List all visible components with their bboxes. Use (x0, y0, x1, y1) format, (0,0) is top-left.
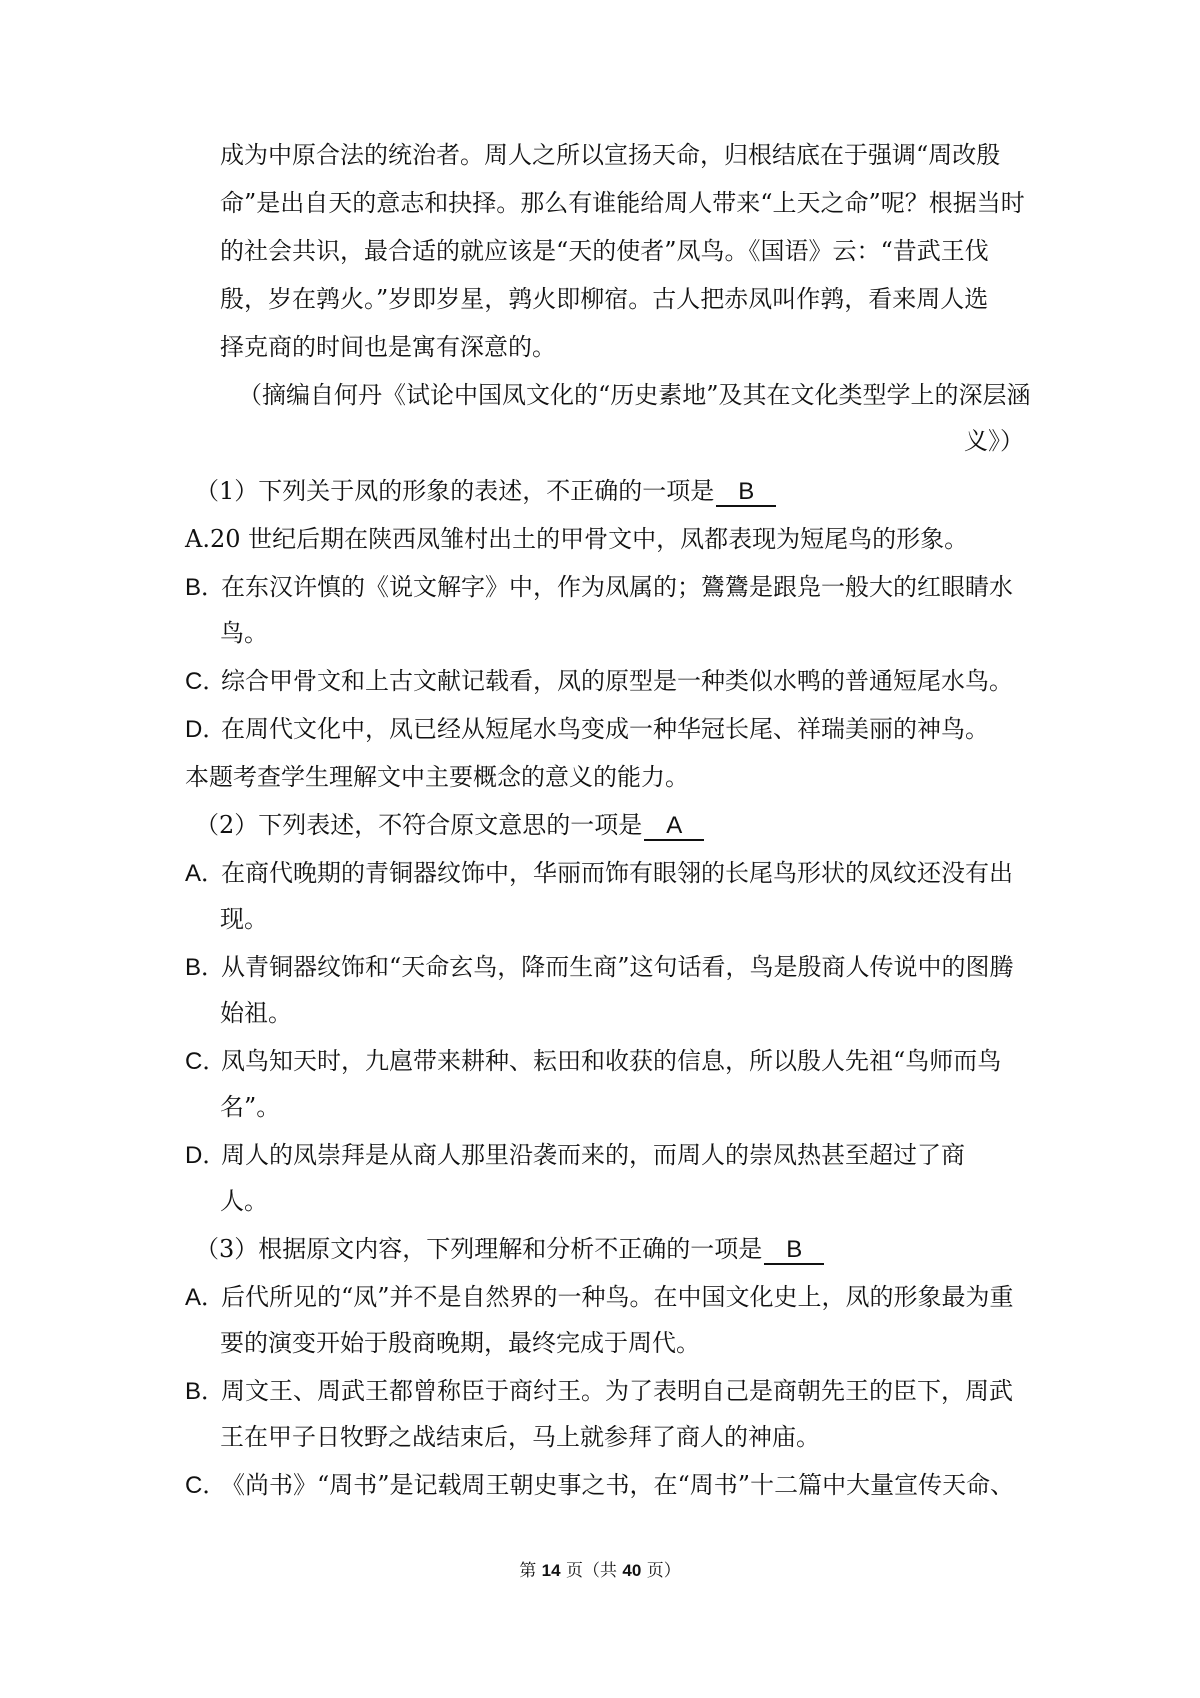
question-2-answer: A (644, 813, 704, 841)
question-2-prompt (195, 808, 704, 842)
passage-line-5: 择克商的时间也是寓有深意的。 (220, 333, 556, 361)
question-1-text: （1）下列关于凤的形象的表述，不正确的一项是 (195, 477, 715, 505)
option-text: 凤鸟知天时，九扈带来耕种、耘田和收获的信息，所以殷人先祖“鸟师而鸟 (221, 1047, 1002, 1075)
passage-line-1: 成为中原合法的统治者。周人之所以宣扬天命，归根结底在于强调“周改殷 (220, 141, 1001, 169)
question-2-option-a (185, 856, 1013, 891)
question-3-option-b (185, 1374, 1013, 1409)
option-label: C． (185, 1472, 227, 1499)
option-text: 后代所见的“凤”并不是自然界的一种鸟。在中国文化史上，凤的形象最为重 (221, 1283, 1014, 1311)
source-citation-line-1: （摘编自何丹《试论中国凤文化的“历史素地”及其在文化类型学上的深层涵 (238, 381, 1031, 409)
passage-line-3: 的社会共识，最合适的就应该是“天的使者”凤鸟。《国语》云：“昔武王伐 (220, 237, 989, 265)
footer-suffix: 页） (646, 1561, 681, 1581)
page-footer (0, 1556, 1200, 1581)
question-2-option-d-cont: 人。 (220, 1187, 268, 1215)
option-label: D． (185, 716, 227, 743)
option-text: 在商代晚期的青铜器纹饰中，华丽而饰有眼翎的长尾鸟形状的凤纹还没有出 (221, 859, 1013, 887)
question-2-option-a-cont: 现。 (220, 905, 268, 933)
option-text: 周文王、周武王都曾称臣于商纣王。为了表明自己是商朝先王的臣下，周武 (221, 1377, 1013, 1405)
question-1-answer: B (716, 479, 776, 507)
passage-line-2: 命”是出自天的意志和抉择。那么有谁能给周人带来“上天之命”呢？根据当时 (220, 189, 1025, 217)
passage-line-4: 殷，岁在鹑火。”岁即岁星，鹑火即柳宿。古人把赤凤叫作鹑，看来周人选 (220, 285, 989, 313)
question-1-option-a: A.20 世纪后期在陕西凤雏村出土的甲骨文中，凤都表现为短尾鸟的形象。 (185, 525, 969, 553)
option-text: 《尚书》“周书”是记载周王朝史事之书，在“周书”十二篇中大量宣传天命、 (221, 1471, 1015, 1499)
question-2-option-b (185, 950, 1014, 985)
question-3-option-b-cont: 王在甲子日牧野之战结束后，马上就参拜了商人的神庙。 (220, 1423, 820, 1451)
question-1-note: 本题考查学生理解文中主要概念的意义的能力。 (185, 763, 689, 791)
footer-prefix: 第 (519, 1561, 537, 1581)
option-label: C． (185, 668, 227, 695)
question-3-prompt (195, 1232, 824, 1266)
question-1-option-d (185, 712, 989, 747)
option-label: D． (185, 1142, 227, 1169)
question-1-option-b-cont: 鸟。 (220, 619, 268, 647)
question-1-option-b (185, 570, 1013, 605)
option-label: B． (185, 574, 226, 601)
question-2-option-b-cont: 始祖。 (220, 999, 292, 1027)
footer-middle: 页（共 (566, 1561, 617, 1581)
option-text: 周人的凤崇拜是从商人那里沿袭而来的，而周人的崇凤热甚至超过了商 (221, 1141, 965, 1169)
question-3-option-a-cont: 要的演变开始于殷商晚期，最终完成于周代。 (220, 1329, 700, 1357)
option-label: A． (185, 860, 226, 887)
question-3-text: （3）根据原文内容，下列理解和分析不正确的一项是 (195, 1235, 763, 1263)
option-label: B． (185, 1378, 226, 1405)
question-3-option-c (185, 1468, 1014, 1503)
option-text: 综合甲骨文和上古文献记载看，凤的原型是一种类似水鸭的普通短尾水鸟。 (221, 667, 1013, 695)
question-2-option-c-cont: 名”。 (220, 1093, 281, 1121)
option-label: A． (185, 1284, 226, 1311)
question-2-option-d (185, 1138, 965, 1173)
footer-total-pages: 40 (622, 1561, 642, 1580)
question-2-text: （2）下列表述，不符合原文意思的一项是 (195, 811, 643, 839)
option-label: C． (185, 1048, 227, 1075)
question-1-prompt (195, 474, 776, 508)
footer-page-number: 14 (541, 1561, 561, 1580)
option-text: 在东汉许慎的《说文解字》中，作为凤属的；鷟鷟是跟凫一般大的红眼睛水 (221, 573, 1013, 601)
option-label: B． (185, 954, 226, 981)
question-3-answer: B (764, 1237, 824, 1265)
question-2-option-c (185, 1044, 1001, 1079)
question-1-option-c (185, 664, 1013, 699)
option-text: 在周代文化中，凤已经从短尾水鸟变成一种华冠长尾、祥瑞美丽的神鸟。 (221, 715, 989, 743)
source-citation-line-2: 义》） (964, 427, 1024, 455)
option-text: 从青铜器纹饰和“天命玄鸟，降而生商”这句话看，鸟是殷商人传说中的图腾 (221, 953, 1014, 981)
question-3-option-a (185, 1280, 1014, 1315)
